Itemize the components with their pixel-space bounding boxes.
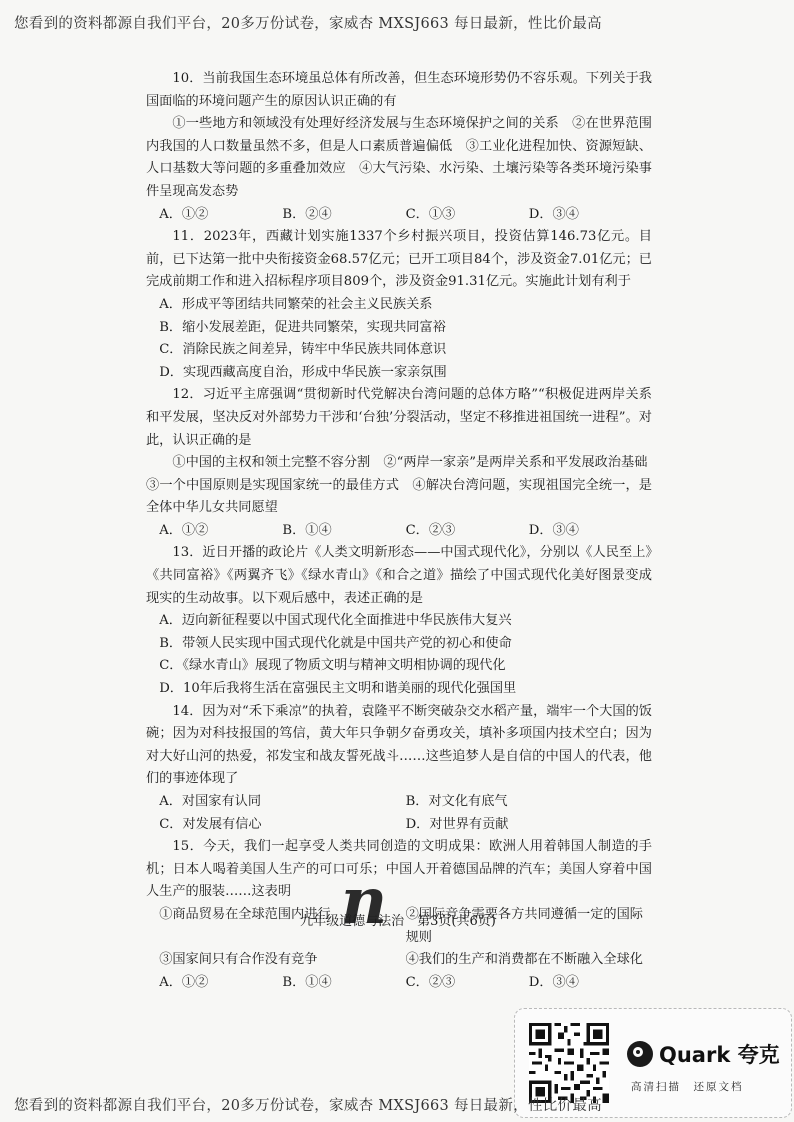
- option-a: A．对国家有认同: [159, 794, 262, 809]
- option-d: D．对世界有贡献: [405, 816, 509, 832]
- question-stem: 13．近日开播的政论片《人类文明新形态——中国式现代化》，分别以《人民至上》《共同富裕》《两翼齐飞》《绿水青山》《和合之道》描绘了中国式现代化美好图景变成现实的生动故事。以下观后感中，表述正确的是: [146, 545, 652, 606]
- option-b: B．②④: [282, 206, 332, 222]
- banner-top: 您看到的资料都源自我们平台，20多万份试卷，家威杏 MXSJ663 每日最新，性比价最高: [14, 16, 602, 32]
- option-d: D．③④: [528, 974, 579, 990]
- page-footer: 九年级道德与法治 第3页(共6页): [300, 914, 496, 929]
- statement-1: ①商品贸易在全球范围内进行: [159, 906, 331, 922]
- option-d: D．实现西藏高度自治，形成中华民族一家亲氛围: [159, 364, 447, 380]
- option-a: A．①②: [159, 522, 209, 538]
- option-b: B．对文化有底气: [405, 794, 508, 809]
- option-b: B．①④: [282, 974, 332, 990]
- question-statement-1: ①中国的主权和领土完整不容分割 ②“两岸一家亲”是两岸关系和平发展政治基础: [172, 455, 648, 471]
- option-a: A．①②: [159, 974, 209, 990]
- option-a: A．形成平等团结共同繁荣的社会主义民族关系: [159, 296, 433, 312]
- quark-logo[interactable]: [627, 1039, 780, 1069]
- option-c: C．②③: [405, 522, 456, 538]
- option-d: D．10年后我将生活在富强民主文明和谐美丽的现代化强国里: [159, 681, 517, 697]
- question-12: [146, 384, 652, 542]
- question-stem: 11．2023年，西藏计划实施1337个乡村振兴项目，投资估算146.73亿元。目前，已下达第一批中央衔接资金68.57亿元；已开工项目84个，涉及资金7.01亿元；已完成前期工作和进入招标程序项目809个，涉及资金91.31亿元。实施此计划有利于: [146, 229, 652, 290]
- options-row: [146, 972, 652, 995]
- option-c: C．《绿水青山》展现了物质文明与精神文明相协调的现代化: [159, 658, 506, 674]
- option-c: C．对发展有信心: [159, 816, 262, 832]
- statement-2: ②国际竞争需要各方共同遵循一定的国际规则: [405, 906, 643, 945]
- question-area: [146, 68, 652, 994]
- options-grid: [146, 791, 652, 836]
- question-stem: 14．因为对“禾下乘凉”的执着，袁隆平不断突破杂交水稻产量，端牢一个大国的饭碗；因为对科技报国的笃信，黄大年只争朝夕奋勇攻关，填补多项国内技术空白；因为对大好山河的热爱，祁发宝和战友誓死战斗……这些追梦人是自信的中国人的代表，他们的事迹体现了: [146, 703, 652, 787]
- option-c: C．消除民族之间差异，铸牢中华民族共同体意识: [159, 342, 447, 358]
- quark-brand-name: Quark 夸克: [659, 1043, 780, 1067]
- options-row: [146, 204, 652, 227]
- option-a: A．①②: [159, 206, 209, 222]
- qr-code-icon[interactable]: [529, 1023, 609, 1103]
- question-14: [146, 701, 652, 837]
- banner-bottom: 您看到的资料都源自我们平台，20多万份试卷，家威杏 MXSJ663 每日最新，性比价最高: [14, 1098, 602, 1114]
- option-b: B．带领人民实现中国式现代化就是中国共产党的初心和使命: [159, 635, 512, 651]
- question-11: [146, 226, 652, 384]
- quark-logo-icon: [627, 1041, 653, 1067]
- question-statements: ①一些地方和领域没有处理好经济发展与生态环境保护之间的关系 ②在世界范围内我国的人口数量虽然不多，但是人口素质普遍偏低 ③工业化进程加快、资源短缺、人口基数大等问题的多重叠加效应 ④大气污染、水污染、土壤污染等各类环境污染事件呈现高发态势: [146, 116, 652, 199]
- options-row: [146, 520, 652, 543]
- question-13: [146, 542, 652, 700]
- option-c: C．②③: [405, 974, 456, 990]
- quark-tagline: 高清扫描 还原文档: [631, 1081, 744, 1093]
- option-c: C．①③: [405, 206, 456, 222]
- option-b: B．缩小发展差距，促进共同繁荣，实现共同富裕: [159, 319, 446, 335]
- question-stem: 15．今天，我们一起享受人类共同创造的文明成果：欧洲人用着韩国人制造的手机；日本人喝着美国人生产的可口可乐；中国人开着德国品牌的汽车；美国人穿着中国人生产的服装……这表明: [146, 839, 652, 900]
- option-d: D．③④: [528, 522, 579, 538]
- option-d: D．③④: [528, 206, 579, 222]
- question-stem: 12．习近平主席强调“贯彻新时代党解决台湾问题的总体方略”“积极促进两岸关系和平发展，坚决反对外部势力干涉和‘台独’分裂活动，坚定不移推进祖国统一进程”。对此，认识正确的是: [146, 387, 652, 448]
- option-a: A．迈向新征程要以中国式现代化全面推进中华民族伟大复兴: [159, 613, 512, 629]
- question-10: [146, 68, 652, 226]
- option-b: B．①④: [282, 522, 332, 538]
- question-stem: 10．当前我国生态环境虽总体有所改善，但生态环境形势仍不容乐观。下列关于我国面临的环境问题产生的原因认识正确的有: [146, 71, 652, 109]
- question-statement-2: ③一个中国原则是实现国家统一的最佳方式 ④解决台湾问题，实现祖国完全统一，是全体中华儿女共同愿望: [146, 477, 652, 516]
- statement-4: ④我们的生产和消费都在不断融入全球化: [405, 952, 643, 968]
- statement-3: ③国家间只有合作没有竞争: [159, 952, 318, 968]
- watermark-glyph: n: [340, 864, 388, 939]
